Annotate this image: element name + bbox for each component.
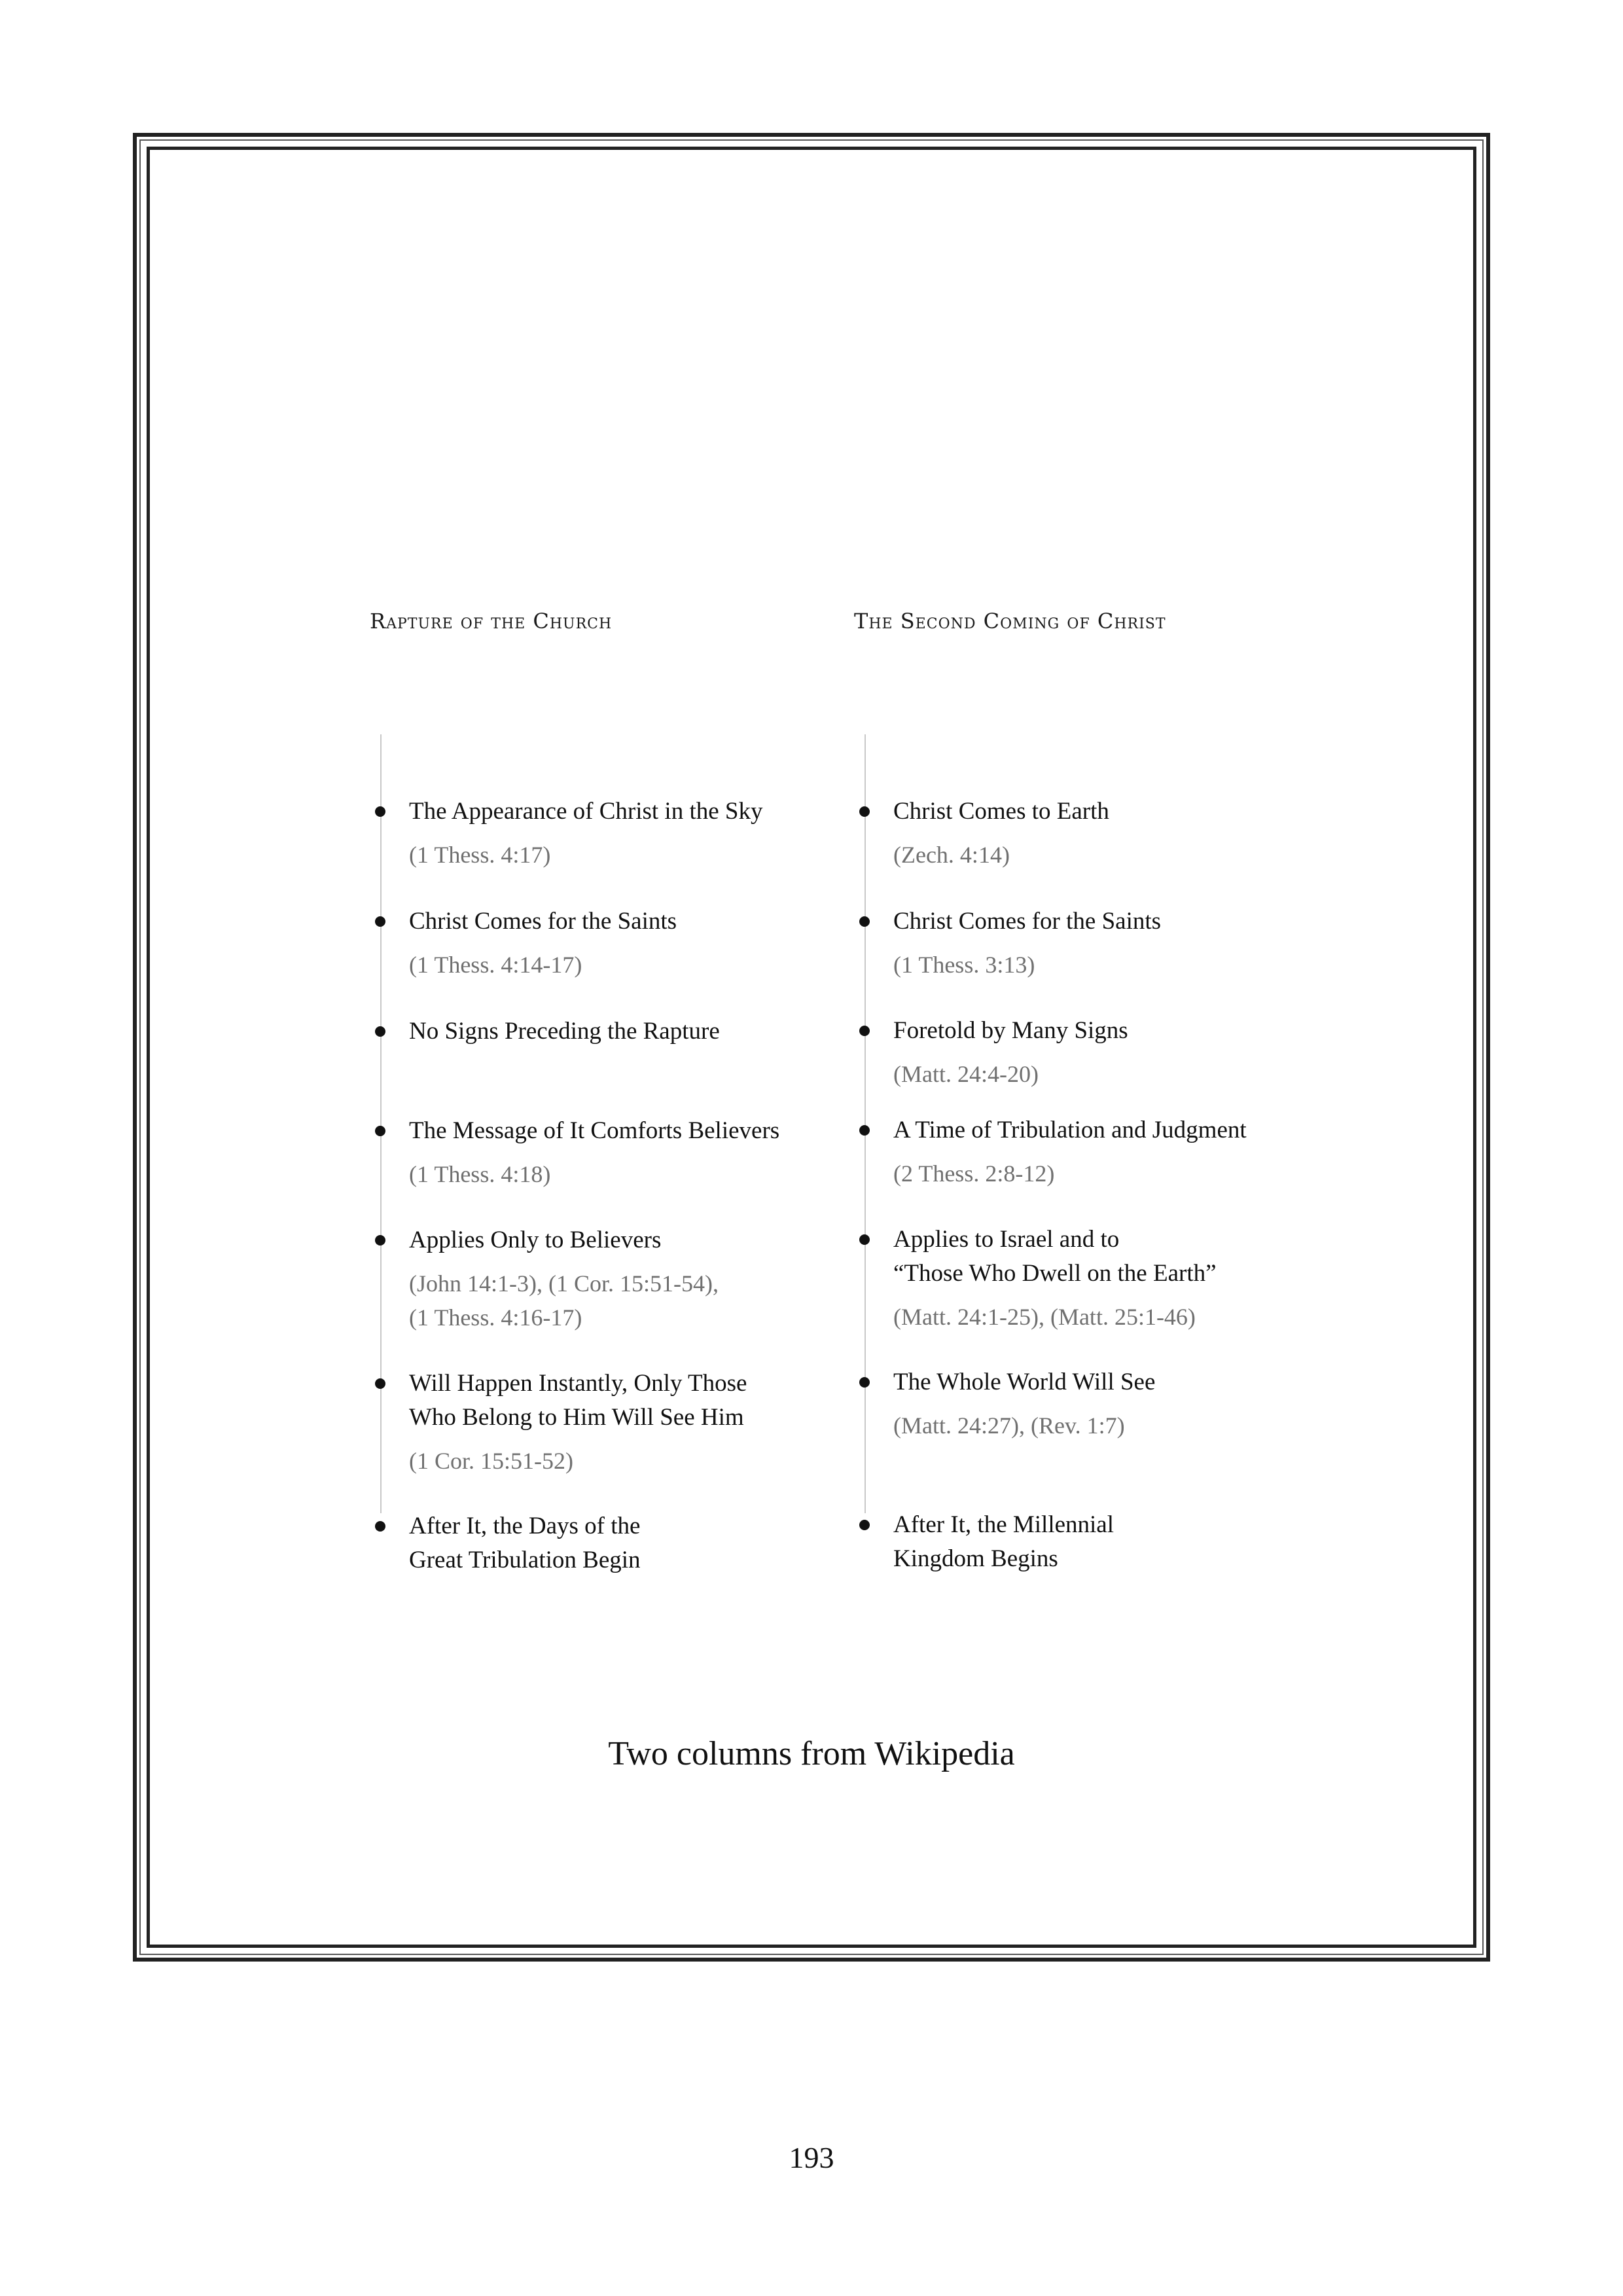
bullet-icon — [375, 1026, 385, 1037]
item-title: After It, the Days of the — [409, 1513, 641, 1539]
item-title-line-2: Great Tribulation Begin — [409, 1547, 641, 1573]
item-title: Christ Comes to Earth — [893, 798, 1109, 825]
item-reference: (John 14:1-3), (1 Cor. 15:51-54), — [409, 1270, 719, 1297]
item-title-line-2: Kingdom Begins — [893, 1545, 1058, 1572]
rapture-heading: Rapture of the Church — [370, 609, 613, 634]
item-reference: (1 Cor. 15:51-52) — [409, 1448, 573, 1474]
page-number: 193 — [789, 2141, 834, 2174]
item-title: Applies to Israel and to — [893, 1226, 1120, 1253]
bullet-icon — [859, 1520, 870, 1530]
bullet-icon — [375, 1378, 385, 1389]
bullet-icon — [859, 1377, 870, 1388]
second-coming-heading: The Second Coming of Christ — [854, 609, 1166, 634]
item-reference: (1 Thess. 4:18) — [409, 1161, 551, 1187]
bullet-icon — [375, 1521, 385, 1532]
item-title: Applies Only to Believers — [409, 1227, 662, 1253]
item-title: After It, the Millennial — [893, 1511, 1115, 1538]
timeline-line — [865, 734, 866, 1513]
item-title: Foretold by Many Signs — [893, 1017, 1128, 1044]
item-title: The Appearance of Christ in the Sky — [409, 798, 763, 825]
bullet-icon — [375, 1126, 385, 1136]
item-reference: (Zech. 4:14) — [893, 842, 1010, 868]
item-title: Christ Comes for the Saints — [893, 908, 1162, 935]
bullet-icon — [859, 916, 870, 927]
item-reference: (Matt. 24:1-25), (Matt. 25:1-46) — [893, 1304, 1196, 1330]
item-title: A Time of Tribulation and Judgment — [893, 1117, 1247, 1143]
second-coming-column — [854, 609, 1325, 1572]
item-reference: (1 Thess. 4:14-17) — [409, 952, 582, 978]
item-title-line-2: “Those Who Dwell on the Earth” — [893, 1260, 1217, 1287]
item-reference: (Matt. 24:27), (Rev. 1:7) — [893, 1412, 1125, 1439]
bullet-icon — [859, 1234, 870, 1245]
item-title: The Message of It Comforts Believers — [409, 1117, 780, 1144]
bullet-icon — [375, 916, 385, 927]
bullet-icon — [375, 806, 385, 817]
bullet-icon — [859, 1125, 870, 1136]
bullet-icon — [859, 806, 870, 817]
bullet-icon — [859, 1026, 870, 1036]
item-title: The Whole World Will See — [893, 1369, 1156, 1395]
bullet-icon — [375, 1235, 385, 1246]
item-reference: (2 Thess. 2:8-12) — [893, 1160, 1055, 1187]
item-reference-line-2: (1 Thess. 4:16-17) — [409, 1304, 582, 1331]
item-reference: (1 Thess. 4:17) — [409, 842, 551, 868]
page-frame-inner — [147, 147, 1476, 1948]
rapture-column — [370, 609, 828, 1573]
item-title: Christ Comes for the Saints — [409, 908, 677, 935]
item-title-line-2: Who Belong to Him Will See Him — [409, 1404, 744, 1431]
figure-caption: Two columns from Wikipedia — [608, 1735, 1015, 1772]
timeline-line — [380, 734, 382, 1513]
item-reference: (Matt. 24:4-20) — [893, 1061, 1039, 1087]
item-reference: (1 Thess. 3:13) — [893, 952, 1035, 978]
item-title: Will Happen Instantly, Only Those — [409, 1370, 747, 1397]
item-title: No Signs Preceding the Rapture — [409, 1018, 720, 1045]
